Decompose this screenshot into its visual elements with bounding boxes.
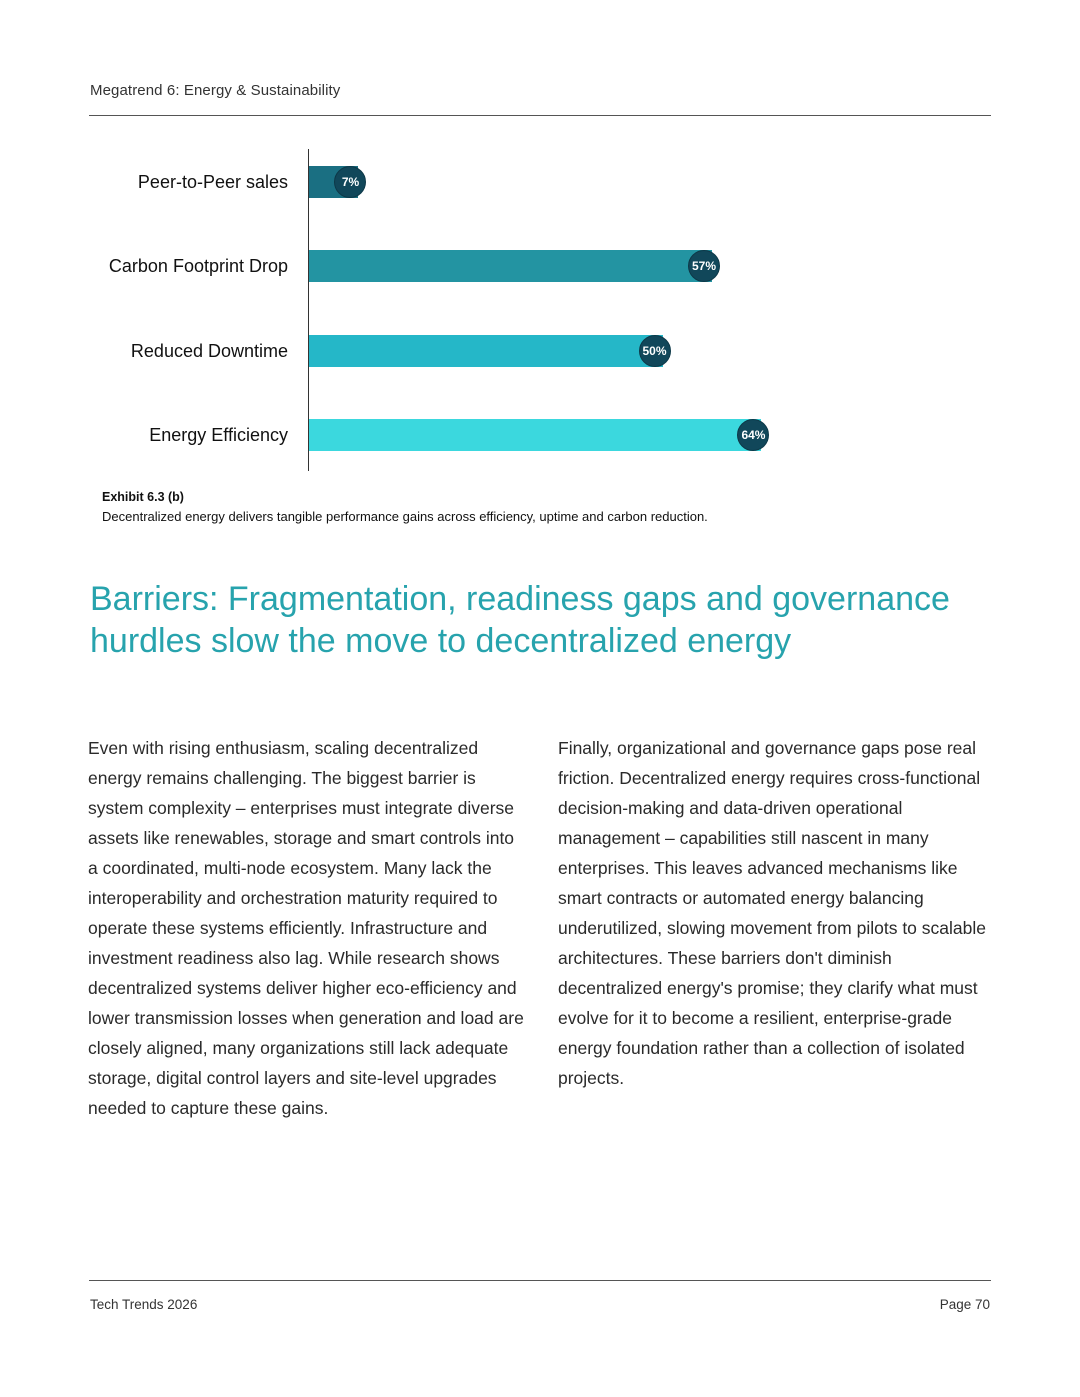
bar: [309, 419, 761, 451]
body-column-left: Even with rising enthusiasm, scaling decentralized energy remains challenging. The biggest barrier is system complexity – enterprises must integrate diverse assets like renewables, storage and smart controls into a coordinated, multi-node ecosystem. Many lack the interoperability and orchestration maturity required to operate these systems efficiently. Infrastructure and investment readiness also lag. While research shows decentralized systems deliver higher eco-efficiency and lower transmission losses when generation and load are closely aligned, many organizations still lack adequate storage, digital control layers and site-level upgrades needed to capture these gains.: [88, 738, 524, 1118]
bar-value-label: 50%: [639, 335, 671, 367]
header-divider: [89, 115, 991, 116]
bar: [309, 250, 712, 282]
footer-page-number: Page 70: [939, 1297, 990, 1312]
footer-publication: Tech Trends 2026: [90, 1297, 198, 1312]
body-column-right: Finally, organizational and governance gaps pose real friction. Decentralized energy requires cross-functional decision-making and data-driven operational management – capabilities still nascent in many enterprises. This leaves advanced mechanisms like smart contracts or automated energy balancing underutilized, slowing movement from pilots to scalable architectures. These barriers don't diminish decentralized energy's promise; they clarify what must evolve for it to become a resilient, enterprise-grade energy foundation rather than a collection of isolated projects.: [558, 738, 986, 1088]
bar-label: Energy Efficiency: [149, 424, 288, 445]
bar-label: Reduced Downtime: [130, 340, 288, 361]
bar-value-label: 57%: [688, 250, 720, 282]
section-heading: Barriers: Fragmentation, readiness gaps and governance hurdles slow the move to decentralized energy: [90, 580, 950, 660]
exhibit-caption: Decentralized energy delivers tangible performance gains across efficiency, uptime and carbon reduction.: [102, 509, 708, 524]
bar-value-label: 7%: [334, 166, 366, 198]
bar-label: Carbon Footprint Drop: [108, 256, 288, 277]
bar-value-label: 64%: [737, 419, 769, 451]
footer-divider: [89, 1280, 991, 1281]
section-header: Megatrend 6: Energy & Sustainability: [90, 82, 341, 99]
bar-label: Peer-to-Peer sales: [137, 172, 288, 192]
exhibit-title: Exhibit 6.3 (b): [102, 490, 184, 504]
bar: [309, 335, 663, 367]
